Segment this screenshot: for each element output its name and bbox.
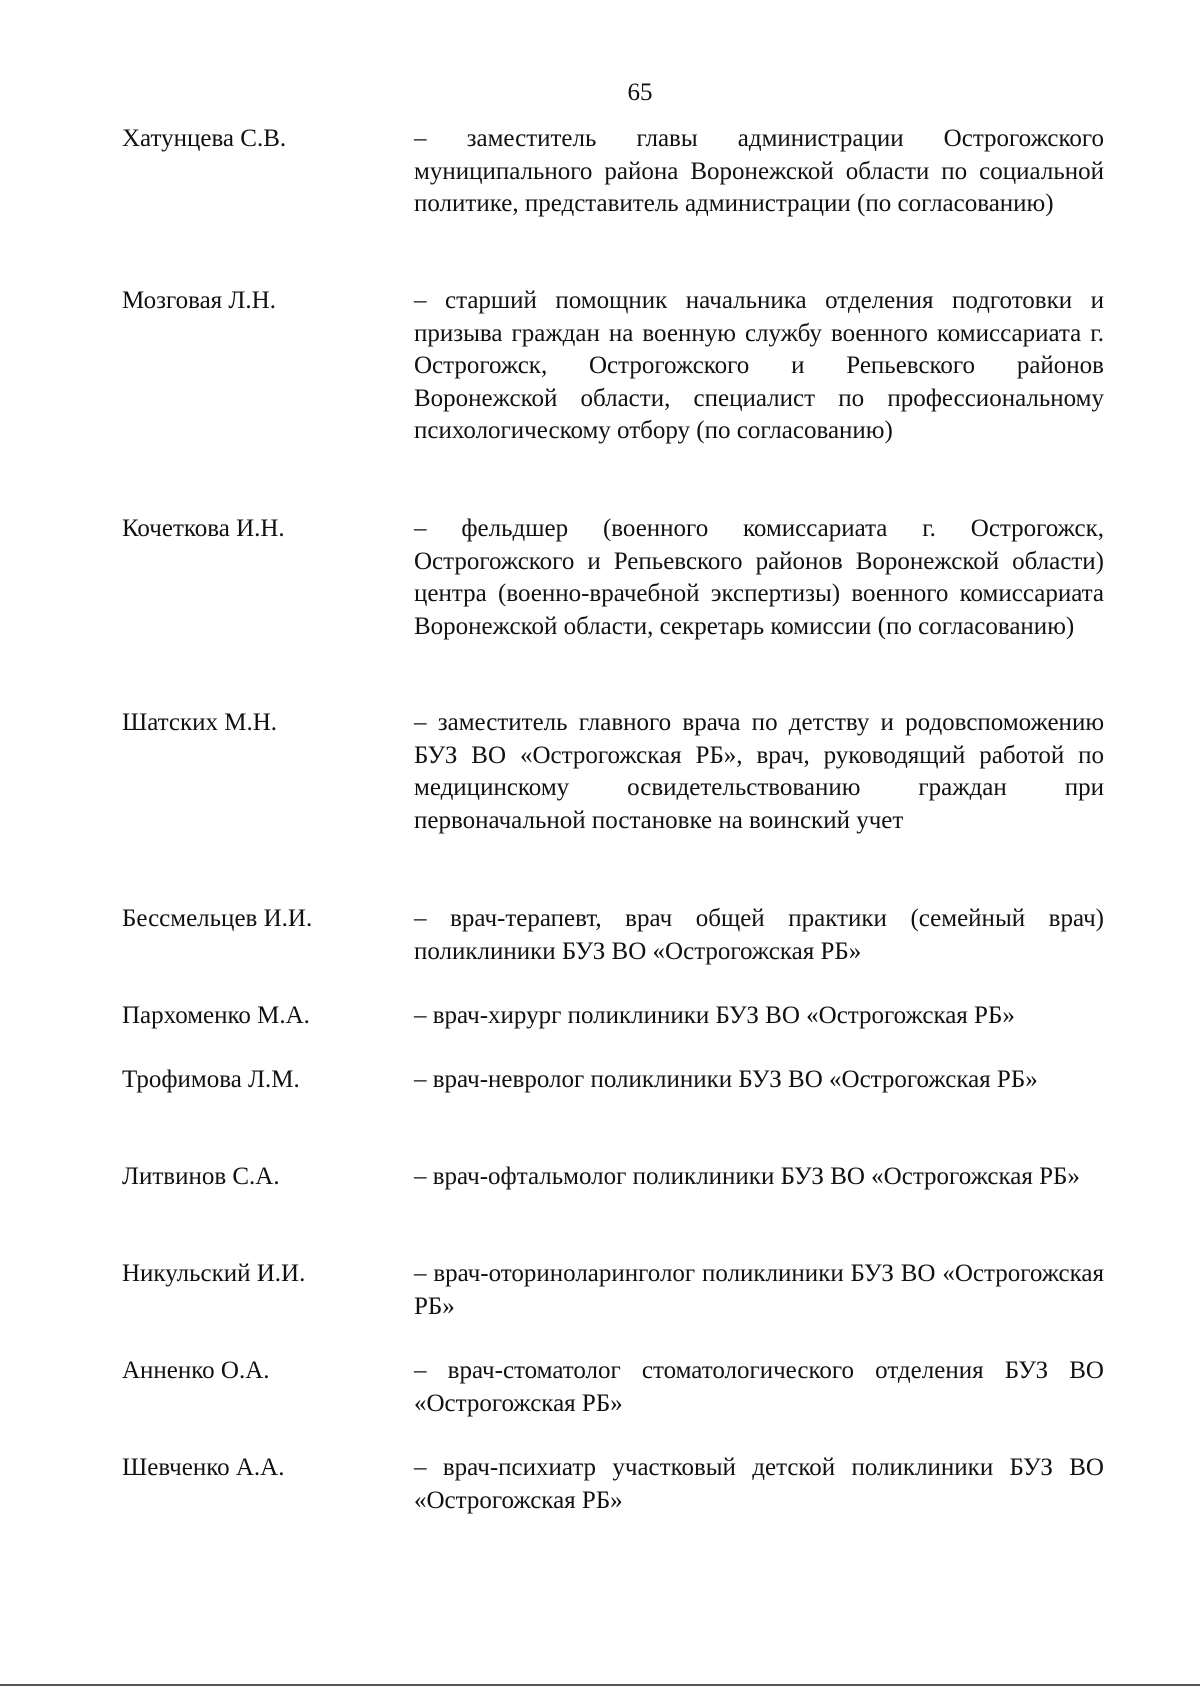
member-name: Литвинов С.А. (122, 1163, 280, 1190)
member-description: – врач-терапевт, врач общей практики (семейный врач) поликлиники БУЗ ВО «Острогожская РБ» (414, 905, 1104, 965)
member-name: Шатских М.Н. (122, 709, 278, 736)
member-name: Бессмельцев И.И. (122, 905, 313, 932)
member-name: Хатунцева С.В. (122, 125, 287, 152)
member-description: – заместитель главы администрации Острогожского муниципального района Воронежской области по социальной политике, представитель администрации (по согласованию) (414, 125, 1104, 217)
member-description: – врач-хирург поликлиники БУЗ ВО «Острогожская РБ» (414, 1002, 1015, 1029)
member-description: – врач-невролог поликлиники БУЗ ВО «Острогожская РБ» (414, 1066, 1038, 1093)
bottom-scan-edge-line (0, 1684, 1200, 1686)
member-description: – врач-психиатр участковый детской поликлиники БУЗ ВО «Острогожская РБ» (414, 1454, 1104, 1514)
member-name: Анненко О.А. (122, 1357, 270, 1384)
member-name: Никульский И.И. (122, 1260, 306, 1287)
member-name: Мозговая Л.Н. (122, 287, 276, 314)
page-number: 65 (627, 79, 653, 106)
member-description: – заместитель главного врача по детству и родовспоможению БУЗ ВО «Острогожская РБ», врач, руководящий работой по медицинскому освидетельствованию граждан при первоначальной постановке на воинский учет (414, 709, 1104, 834)
member-name: Шевченко А.А. (122, 1454, 285, 1481)
member-name: Трофимова Л.М. (122, 1066, 300, 1093)
member-description: – врач-оториноларинголог поликлиники БУЗ ВО «Острогожская РБ» (414, 1260, 1104, 1320)
member-description: – врач-офтальмолог поликлиники БУЗ ВО «Острогожская РБ» (414, 1163, 1080, 1190)
member-description: – старший помощник начальника отделения подготовки и призыва граждан на военную службу военного комиссариата г. Острогожск, Острогожского и Репьевского районов Воронежской области, специалист по профессиональному психологическому отбору (по согласованию) (414, 287, 1104, 444)
member-name: Пархоменко М.А. (122, 1002, 310, 1029)
member-description: – врач-стоматолог стоматологического отделения БУЗ ВО «Острогожская РБ» (414, 1357, 1104, 1417)
member-name: Кочеткова И.Н. (122, 515, 285, 542)
member-description: – фельдшер (военного комиссариата г. Острогожск, Острогожского и Репьевского районов Воронежской области) центра (военно-врачебной экспертизы) военного комиссариата Воронежской области, секретарь комиссии (по согласованию) (414, 515, 1104, 640)
